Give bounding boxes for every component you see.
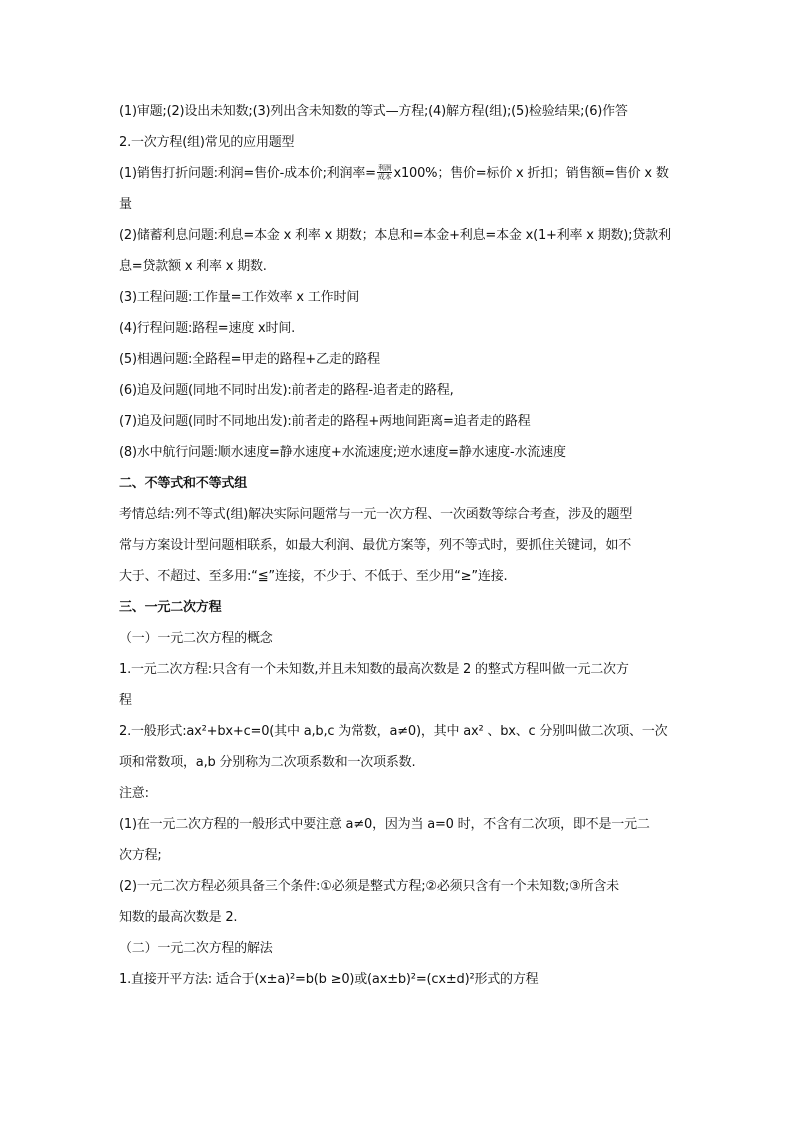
subsection-heading: （二）一元二次方程的解法 [119, 941, 273, 956]
text-line: 程 [119, 693, 132, 708]
text-line: (4)行程问题:路程=速度 x时间. [119, 321, 296, 336]
text-line: (6)追及问题(同地不同时出发):前者走的路程-追者走的路程, [119, 383, 454, 398]
section-heading: 二、不等式和不等式组 [119, 476, 248, 491]
text-segment: (1)销售打折问题:利润=售价-成本价;利润率= [119, 166, 376, 181]
text-segment: x100%；售价=标价 x 折扣；销售额=售价 x 数 [393, 166, 669, 181]
text-line: (5)相遇问题:全路程=甲走的路程+乙走的路程 [119, 352, 380, 367]
text-line: 大于、不超过、至多用:“≦”连接，不少于、不低于、至少用“≥”连接. [119, 569, 508, 584]
section-heading: 三、一元二次方程 [119, 600, 222, 615]
text-line: 量 [119, 197, 132, 212]
text-line: (8)水中航行问题:顺水速度=静水速度+水流速度;逆水速度=静水速度-水流速度 [119, 445, 566, 460]
text-line: 息=贷款额 x 利率 x 期数. [119, 259, 267, 274]
fraction-denominator: 成本 [377, 173, 392, 181]
text-line: 考情总结:列不等式(组)解决实际问题常与一元一次方程、一次函数等综合考查，涉及的题型 [119, 507, 633, 522]
text-line: (1)审题;(2)设出未知数;(3)列出含未知数的等式—方程;(4)解方程(组);(5)检验结果;(6)作答 [119, 104, 628, 119]
text-line: 常与方案设计型问题相联系，如最大利润、最优方案等，列不等式时，要抓住关键词，如不 [119, 538, 632, 553]
text-line: 项和常数项，a,b 分别称为二次项系数和一次项系数. [119, 755, 416, 770]
document-body [119, 96, 679, 995]
fraction [377, 164, 393, 181]
text-line [119, 158, 679, 189]
text-line: 2.一般形式:ax²+bx+c=0(其中 a,b,c 为常数，a≠0)，其中 ax² 、bx、c 分别叫做二次项、一次 [119, 724, 668, 739]
text-line: (3)工程问题:工作量=工作效率 x 工作时间 [119, 290, 360, 305]
text-line: 注意: [119, 786, 149, 801]
text-line: 1.直接开平方法: 适合于(x±a)²=b(b ≥0)或(ax±b)²=(cx±d)²形式的方程 [119, 972, 539, 987]
text-line: (2)一元二次方程必须具备三个条件:①必须是整式方程;②必须只含有一个未知数;③所含未 [119, 879, 619, 894]
fraction-numerator: 利润 [377, 164, 392, 172]
text-line: 次方程; [119, 848, 162, 863]
text-line: (7)追及问题(同时不同地出发):前者走的路程+两地间距离=追者走的路程 [119, 414, 531, 429]
subsection-heading: （一）一元二次方程的概念 [119, 631, 273, 646]
text-line: 知数的最高次数是 2. [119, 910, 238, 925]
text-line: 1.一元二次方程:只含有一个未知数,并且未知数的最高次数是 2 的整式方程叫做一元二次方 [119, 662, 629, 677]
text-line: 2.一次方程(组)常见的应用题型 [119, 135, 295, 150]
text-line: (2)储蓄利息问题:利息=本金 x 利率 x 期数；本息和=本金+利息=本金 x(1+利率 x 期数);贷款利 [119, 228, 671, 243]
text-line: (1)在一元二次方程的一般形式中要注意 a≠0，因为当 a=0 时，不含有二次项，即不是一元二 [119, 817, 650, 832]
